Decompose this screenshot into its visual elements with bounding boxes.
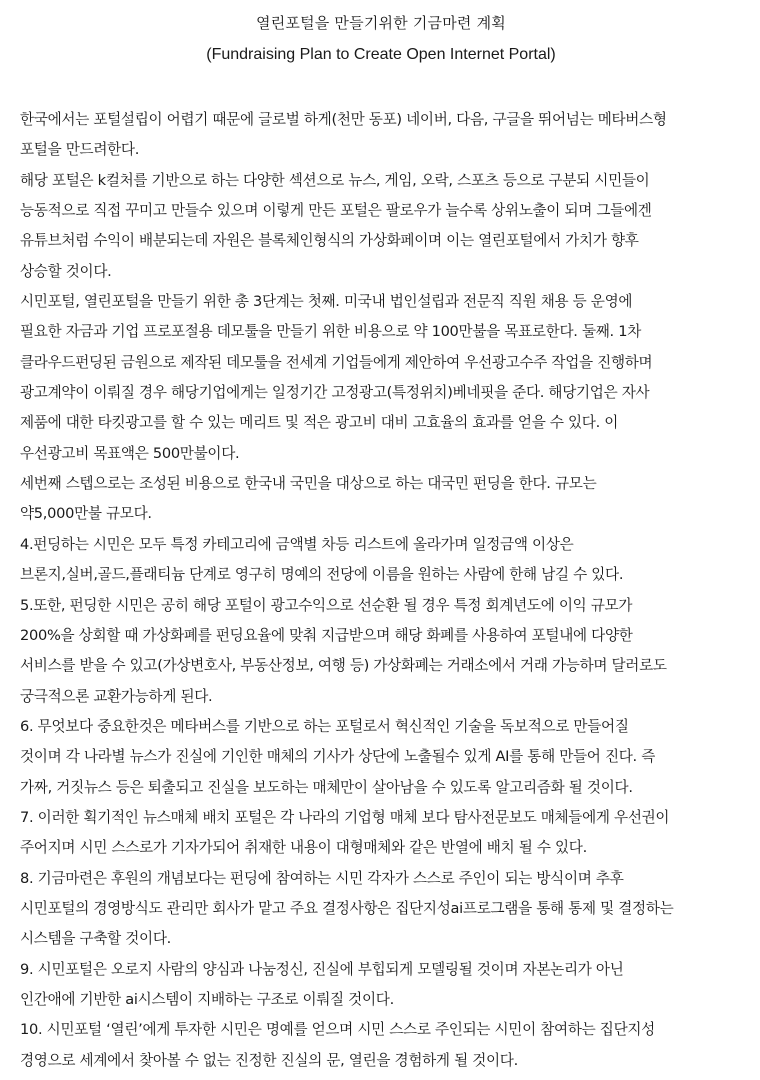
body-line: 서비스를 받을 수 있고(가상변호사, 부동산정보, 여행 등) 가상화폐는 거래소에서 거래 가능하며 달러로도 [20, 657, 667, 675]
body-line: 것이며 각 나라별 뉴스가 진실에 기인한 매체의 기사가 상단에 노출될수 있게 AI를 통해 만들어 진다. 즉 [20, 748, 656, 766]
title-block [20, 0, 742, 65]
body-line: 상승할 것이다. [20, 262, 112, 280]
body-line: 주어지며 시민 스스로가 기자가되어 취재한 내용이 대형매체와 같은 반열에 배치 될 수 있다. [20, 839, 587, 857]
body-line: 시스템을 구축할 것이다. [20, 930, 171, 948]
body-line: 인간애에 기반한 ai시스템이 지배하는 구조로 이뤄질 것이다. [20, 990, 394, 1008]
body-line: 9. 시민포털은 오로지 사람의 양심과 나눔정신, 진실에 부힙되게 모델링될 것이며 자본논리가 아닌 [20, 960, 624, 978]
body-line: 유튜브처럼 수익이 배분되는데 자원은 블록체인형식의 가상화페이며 이는 열린포털에서 가치가 향후 [20, 232, 639, 250]
body-line: 6. 무엇보다 중요한것은 메타버스를 기반으로 하는 포털로서 혁신적인 기술을 독보적으로 만들어질 [20, 717, 629, 735]
body-line: 200%을 상회할 때 가상화폐를 펀딩요율에 맞춰 지급받으며 해당 화폐를 사용하여 포털내에 다양한 [20, 626, 633, 644]
body-line: 10. 시민포털 ‘열린’에게 투자한 시민은 명예를 얻으며 시민 스스로 주인되는 시민이 참여하는 집단지성 [20, 1021, 655, 1039]
body-line: 브론지,실버,골드,플래티늄 단계로 영구히 명예의 전당에 이름을 원하는 사람에 한해 남길 수 있다. [20, 566, 624, 584]
body-line: 가짜, 거짓뉴스 등은 퇴출되고 진실을 보도하는 매체만이 살아남을 수 있도록 알고리즘화 될 것이다. [20, 778, 633, 796]
document-title-english: (Fundraising Plan to Create Open Internet Portal) [206, 46, 556, 63]
body-line: 경영으로 세계에서 찾아볼 수 없는 진정한 진실의 문, 열린을 경험하게 될 것이다. [20, 1051, 518, 1069]
body-line: 5.또한, 펀딩한 시민은 공히 해당 포털이 광고수익으로 선순환 될 경우 특정 회계년도에 이익 규모가 [20, 596, 633, 614]
body-line: 세번째 스텝으로는 조성된 비용으로 한국내 국민을 대상으로 하는 대국민 펀딩을 한다. 규모는 [20, 475, 597, 493]
body-line: 약5,000만불 규모다. [20, 505, 152, 523]
body-line: 한국에서는 포털설립이 어렵기 때문에 글로벌 하게(천만 동포) 네이버, 다음, 구글을 뛰어넘는 메타버스형 [20, 111, 667, 128]
body-line: 필요한 자금과 기업 프로포절용 데모툴을 만들기 위한 비용으로 약 100만불을 목표로한다. 둘째. 1차 [20, 323, 641, 341]
body-line: 시민포털, 열린포털을 만들기 위한 총 3단계는 첫째. 미국내 법인설립과 전문직 직원 채용 등 운영에 [20, 293, 633, 311]
body-line: 시민포털의 경영방식도 관리만 회사가 맡고 주요 결정사항은 집단지성ai프로그램을 통해 통제 및 결정하는 [20, 899, 674, 917]
body-line: 제품에 대한 타킷광고를 할 수 있는 메리트 및 적은 광고비 대비 고효율의 효과를 얻을 수 있다. 이 [20, 414, 619, 432]
document-body [20, 105, 742, 1076]
body-line: 해당 포털은 k컬처를 기반으로 하는 다양한 섹션으로 뉴스, 게임, 오락, 스포츠 등으로 구분되 시민들이 [20, 171, 650, 189]
body-line: 포털을 만드려한다. [20, 141, 140, 159]
body-line: 우선광고비 목표액은 500만불이다. [20, 444, 240, 462]
body-line: 4.펀딩하는 시민은 모두 특정 카테고리에 금액별 차등 리스트에 올라가며 일정금액 이상은 [20, 535, 574, 553]
body-line: 8. 기금마련은 후원의 개념보다는 펀딩에 참여하는 시민 각자가 스스로 주인이 되는 방식이며 추후 [20, 869, 624, 887]
body-line: 궁극적으론 교환가능하게 된다. [20, 687, 213, 705]
body-line: 클라우드펀딩된 금원으로 제작된 데모툴을 전세계 기업들에게 제안하여 우선광고수주 작업을 진행하며 [20, 353, 653, 371]
body-line: 광고계약이 이뤄질 경우 해당기업에게는 일정기간 고정광고(특정위치)베네핏을 준다. 해당기업은 자사 [20, 384, 650, 402]
document-title-korean: 열린포털을 만들기위한 기금마련 계획 [256, 14, 506, 32]
body-line: 7. 이러한 획기적인 뉴스매체 배치 포털은 각 나라의 기업형 매체 보다 탐사전문보도 매체들에게 우선권이 [20, 808, 670, 826]
body-line: 능동적으로 직접 꾸미고 만들수 있으며 이렇게 만든 포털은 팔로우가 늘수록 상위노출이 되며 그들에겐 [20, 202, 652, 220]
